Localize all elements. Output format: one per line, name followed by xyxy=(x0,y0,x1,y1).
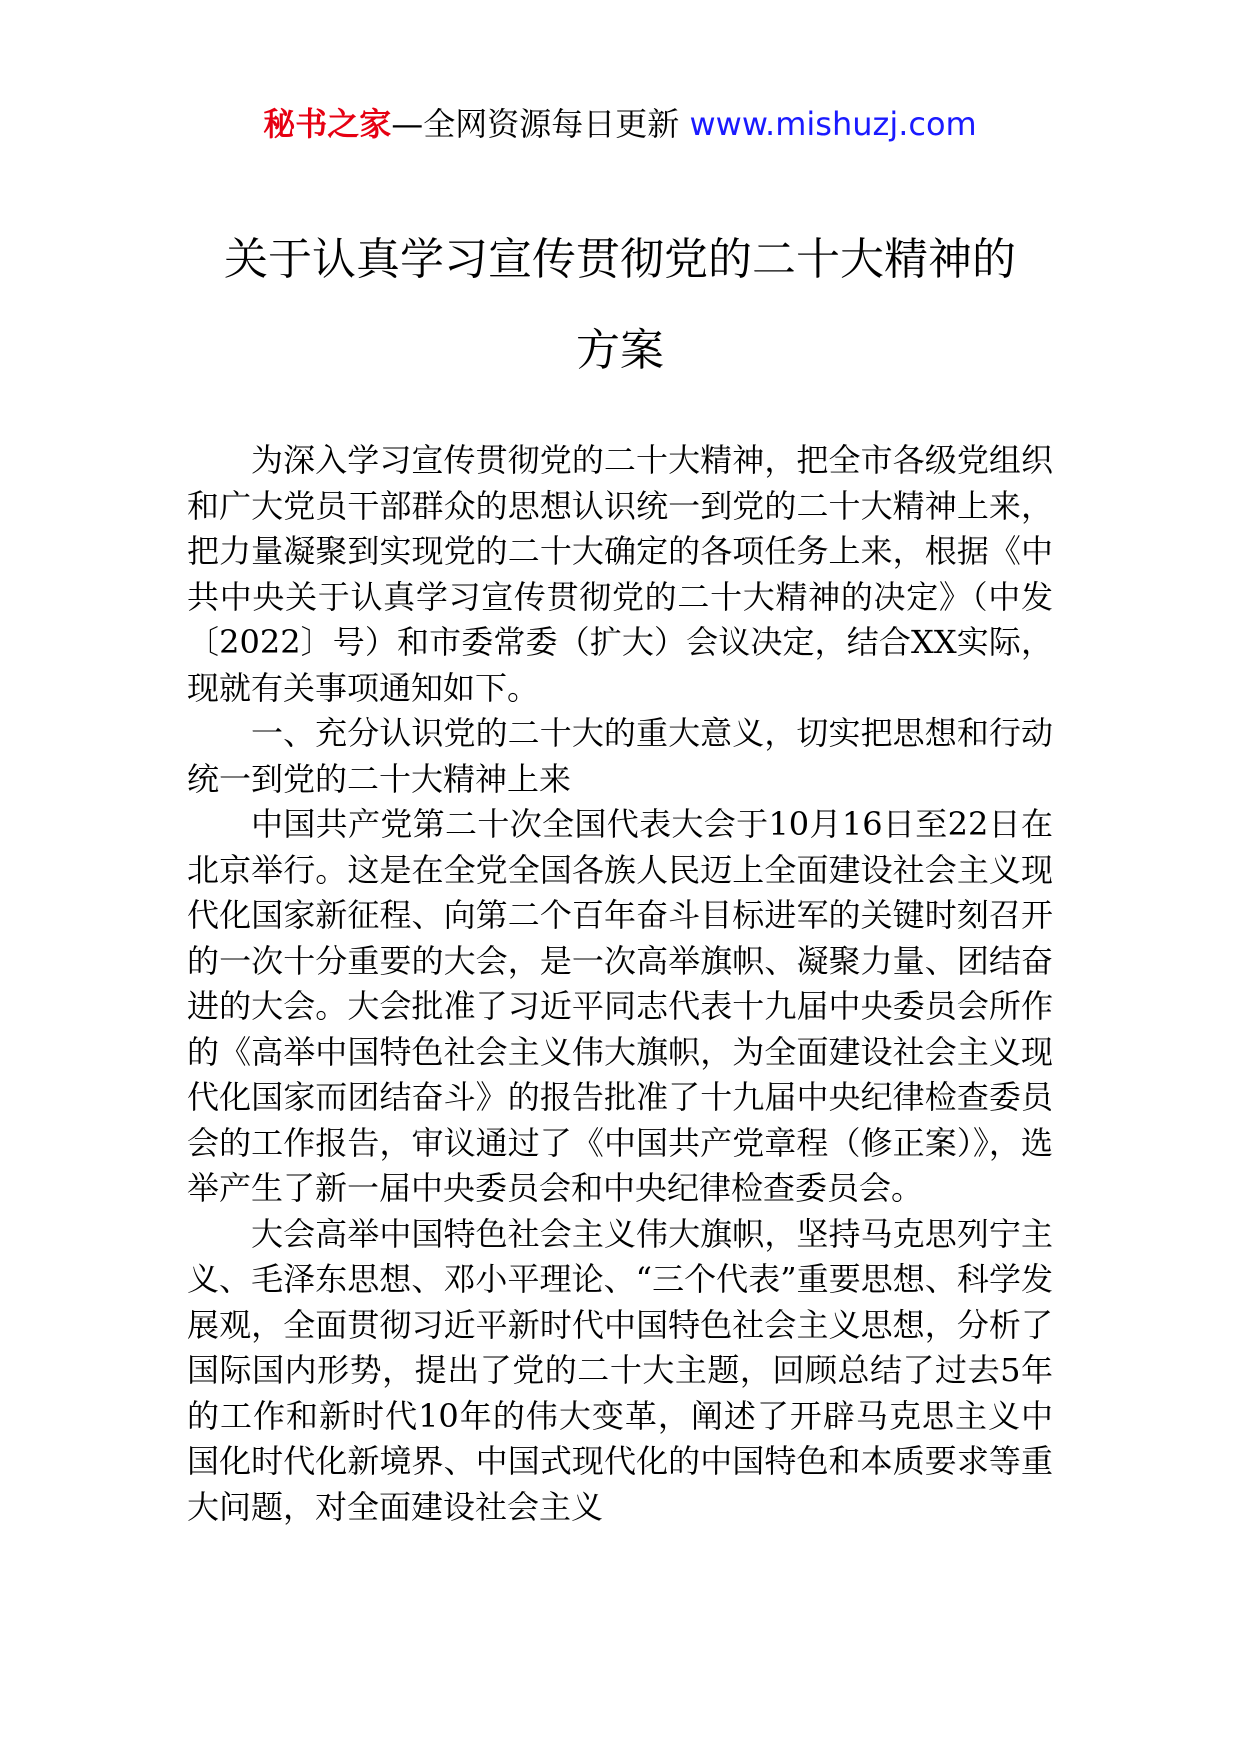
body-paragraph: 大会高举中国特色社会主义伟大旗帜，坚持马克思列宁主义、毛泽东思想、邓小平理论、“三个代表”重要思想、科学发展观，全面贯彻习近平新时代中国特色社会主义思想，分析了国际国内形势，提出了党的二十大主题，回顾总结了过去5年的工作和新时代10年的伟大变革，阐述了开辟马克思主义中国化时代化新境界、中国式现代化的中国特色和本质要求等重大问题，对全面建设社会主义 xyxy=(187,1214,1053,1526)
section-heading: 一、充分认识党的二十大的重大意义，切实把思想和行动统一到党的二十大精神上来 xyxy=(187,714,1053,798)
header-tagline: —全网资源每日更新 xyxy=(391,105,690,143)
site-url-link[interactable]: www.mishuzj.com xyxy=(689,105,977,143)
brand-name: 秘书之家 xyxy=(263,105,392,143)
document-title-line-1: 关于认真学习宣传贯彻党的二十大精神的 xyxy=(224,234,1016,285)
document-body xyxy=(187,438,1053,1530)
site-header xyxy=(0,98,1240,150)
body-paragraph: 中国共产党第二十次全国代表大会于10月16日至22日在北京举行。这是在全党全国各族人民迈上全面建设社会主义现代化国家新征程、向第二个百年奋斗目标进军的关键时刻召开的一次十分重要的大会，是一次高举旗帜、凝聚力量、团结奋进的大会。大会批准了习近平同志代表十九届中央委员会所作的《高举中国特色社会主义伟大旗帜，为全面建设社会主义现代化国家而团结奋斗》的报告批准了十九届中央纪律检查委员会的工作报告，审议通过了《中国共产党章程（修正案）》，选举产生了新一届中央委员会和中央纪律检查委员会。 xyxy=(187,805,1053,1207)
document-title-line-2: 方案 xyxy=(576,325,664,376)
intro-paragraph: 为深入学习宣传贯彻党的二十大精神，把全市各级党组织和广大党员干部群众的思想认识统一到党的二十大精神上来，把力量凝聚到实现党的二十大确定的各项任务上来，根据《中共中央关于认真学习宣传贯彻党的二十大精神的决定》（中发〔2022〕号）和市委常委（扩大）会议决定，结合XX实际，现就有关事项通知如下。 xyxy=(187,441,1053,707)
